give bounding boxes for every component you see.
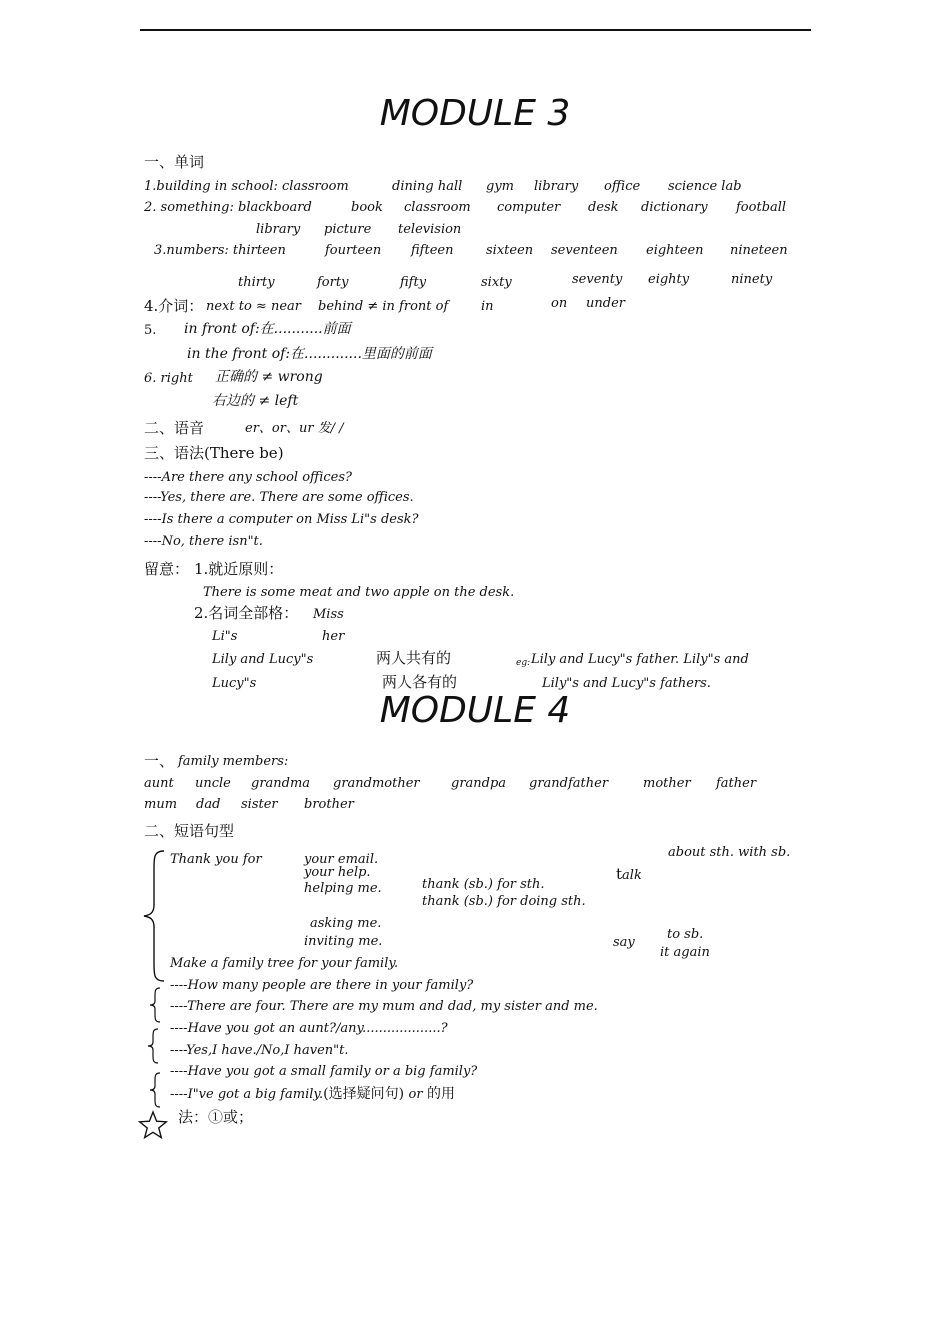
left-brace-icon xyxy=(148,986,162,1024)
dialogue-line: ----Yes,I have./No,I haven"t. xyxy=(170,1043,349,1058)
vocab-word: dictionary xyxy=(641,200,708,215)
possessive-example: Li"s xyxy=(212,629,238,644)
section-grammar-heading: 三、语法(There be) xyxy=(144,444,284,462)
in-the-front-of-line: in the front of:在.............里面的前面 xyxy=(187,346,432,362)
phrase-thank-doing: thank (sb.) for doing sth. xyxy=(422,894,586,909)
note-rule-1-example: There is some meat and two apple on the desk. xyxy=(203,585,515,600)
family-word: uncle xyxy=(195,776,231,791)
family-word: grandmother xyxy=(333,776,420,791)
vocab-word: ninety xyxy=(731,272,773,287)
star-icon xyxy=(138,1110,168,1140)
family-word: aunt xyxy=(144,776,174,791)
vocab-word: eighty xyxy=(648,272,690,287)
vocab-line-3-label: 3.numbers: thirteen xyxy=(154,243,286,258)
usage-note: 法：①或； xyxy=(178,1108,254,1126)
prepositions-label: 4.介词： xyxy=(144,297,204,315)
phrase-option: helping me. xyxy=(304,881,382,896)
phrase-about-sth: about sth. with sb. xyxy=(668,845,791,860)
answer-english: ----I"ve got a big family. xyxy=(170,1087,324,1102)
separate-possession-label: 两人各有的 xyxy=(382,673,458,691)
vocab-word: thirty xyxy=(238,275,275,290)
vocab-word: seventy xyxy=(572,272,623,287)
dialogue-line: ----No, there isn"t. xyxy=(144,534,263,549)
vocab-word: gym xyxy=(486,179,514,194)
possessive-example: Lily and Lucy"s xyxy=(212,652,314,667)
note-rule-2: 2.名词全部格： xyxy=(194,604,299,622)
vocab-word: picture xyxy=(324,222,372,237)
vocab-word: library xyxy=(534,179,579,194)
section-vocab-heading: 一、单词 xyxy=(144,153,205,171)
preposition-item: in xyxy=(481,299,494,314)
phrase-talk-rest: alk xyxy=(622,868,642,883)
phrase-option: your email. xyxy=(304,852,379,867)
dialogue-line xyxy=(170,1086,455,1103)
vocab-word: fifteen xyxy=(411,243,454,258)
phrase-option: inviting me. xyxy=(304,934,383,949)
preposition-item: under xyxy=(586,296,625,311)
preposition-item: on xyxy=(551,296,568,311)
section-family-prefix: 一、 xyxy=(144,752,175,770)
vocab-word: computer xyxy=(497,200,561,215)
vocab-word: science lab xyxy=(668,179,742,194)
family-word: dad xyxy=(196,797,221,812)
vocab-word: eighteen xyxy=(646,243,704,258)
phrase-say: say xyxy=(613,935,635,950)
note-label: 留意： xyxy=(144,560,190,578)
answer-note-cn-2: 的用 xyxy=(422,1086,456,1102)
family-word: grandpa xyxy=(451,776,507,791)
vocab-word: book xyxy=(351,200,383,215)
phrase-option: asking me. xyxy=(310,916,382,931)
family-word: grandma xyxy=(251,776,311,791)
vocab-word: sixteen xyxy=(486,243,534,258)
dialogue-line: ----Have you got an aunt?/any...................? xyxy=(170,1021,448,1036)
dialogue-line: ----Is there a computer on Miss Li"s desk? xyxy=(144,512,419,527)
dialogue-line: ----How many people are there in your family? xyxy=(170,978,474,993)
phrase-it-again: it again xyxy=(660,945,710,960)
phrase-to-sb: to sb. xyxy=(667,927,704,942)
answer-note-cn: (选择疑问句) xyxy=(323,1086,409,1102)
vocab-word: football xyxy=(736,200,787,215)
phrase-option: your help. xyxy=(304,865,371,880)
vocab-word: fourteen xyxy=(325,243,382,258)
vocab-line-2-label: 2. something: blackboard xyxy=(144,200,312,215)
section-family-heading: family members: xyxy=(178,754,289,769)
item-5-number: 5. xyxy=(144,323,157,338)
left-brace-icon xyxy=(142,849,166,983)
possessive-example: Lily"s and Lucy"s fathers. xyxy=(542,676,711,691)
answer-or: or xyxy=(408,1087,423,1102)
module-4-title: MODULE 4 xyxy=(379,690,571,731)
family-word: brother xyxy=(304,797,354,812)
possessive-example: Lily and Lucy"s father. Lily"s and xyxy=(531,652,749,667)
dialogue-line: ----Yes, there are. There are some offices. xyxy=(144,490,414,505)
left-brace-icon xyxy=(148,1071,162,1109)
vocab-word: dining hall xyxy=(392,179,463,194)
family-word: mum xyxy=(144,797,178,812)
vocab-line-1-label: 1.building in school: classroom xyxy=(144,179,349,194)
phonics-content: er、or、ur 发/ / xyxy=(245,421,344,436)
module-3-title: MODULE 3 xyxy=(379,93,571,134)
vocab-word: classroom xyxy=(404,200,471,215)
phrase-make-tree: Make a family tree for your family. xyxy=(170,956,399,971)
preposition-item: next to ≈ near xyxy=(206,299,301,314)
section-phrases-heading: 二、短语句型 xyxy=(144,822,235,840)
vocab-word: sixty xyxy=(481,275,512,290)
section-phonics-heading: 二、语音 xyxy=(144,419,205,437)
item-6-right: 6. right xyxy=(144,371,193,386)
in-front-of-line: in front of:在...........前面 xyxy=(184,321,351,337)
vocab-word: fifty xyxy=(400,275,427,290)
note-rule-1: 1.就近原则： xyxy=(194,560,284,578)
right-side-line: 右边的 ≠ left xyxy=(212,393,299,409)
family-word: grandfather xyxy=(529,776,609,791)
vocab-word: nineteen xyxy=(730,243,788,258)
possessive-example: her xyxy=(322,629,345,644)
dialogue-line: ----Are there any school offices? xyxy=(144,470,353,485)
vocab-word: seventeen xyxy=(551,243,618,258)
family-word: father xyxy=(716,776,757,791)
phrase-talk-t: t xyxy=(616,865,623,883)
possessive-example: Lucy"s xyxy=(212,676,257,691)
vocab-word: desk xyxy=(588,200,619,215)
phrase-talk xyxy=(616,866,642,884)
right-correct-line: 正确的 ≠ wrong xyxy=(215,369,323,385)
left-brace-icon xyxy=(146,1027,160,1065)
phrase-thank-you-for: Thank you for xyxy=(170,852,262,867)
shared-possession-label: 两人共有的 xyxy=(376,649,452,667)
family-word: sister xyxy=(241,797,278,812)
dialogue-line: ----Have you got a small family or a big family? xyxy=(170,1064,478,1079)
vocab-word: office xyxy=(604,179,641,194)
dialogue-line: ----There are four. There are my mum and dad, my sister and me. xyxy=(170,999,598,1014)
vocab-word: television xyxy=(398,222,462,237)
phrase-thank-sth: thank (sb.) for sth. xyxy=(422,877,545,892)
family-word: mother xyxy=(643,776,691,791)
vocab-word: library xyxy=(256,222,301,237)
top-rule xyxy=(140,29,811,31)
vocab-word: forty xyxy=(317,275,349,290)
possessive-example: Miss xyxy=(313,607,344,622)
preposition-item: behind ≠ in front of xyxy=(318,299,449,314)
eg-label: eg: xyxy=(516,658,531,668)
